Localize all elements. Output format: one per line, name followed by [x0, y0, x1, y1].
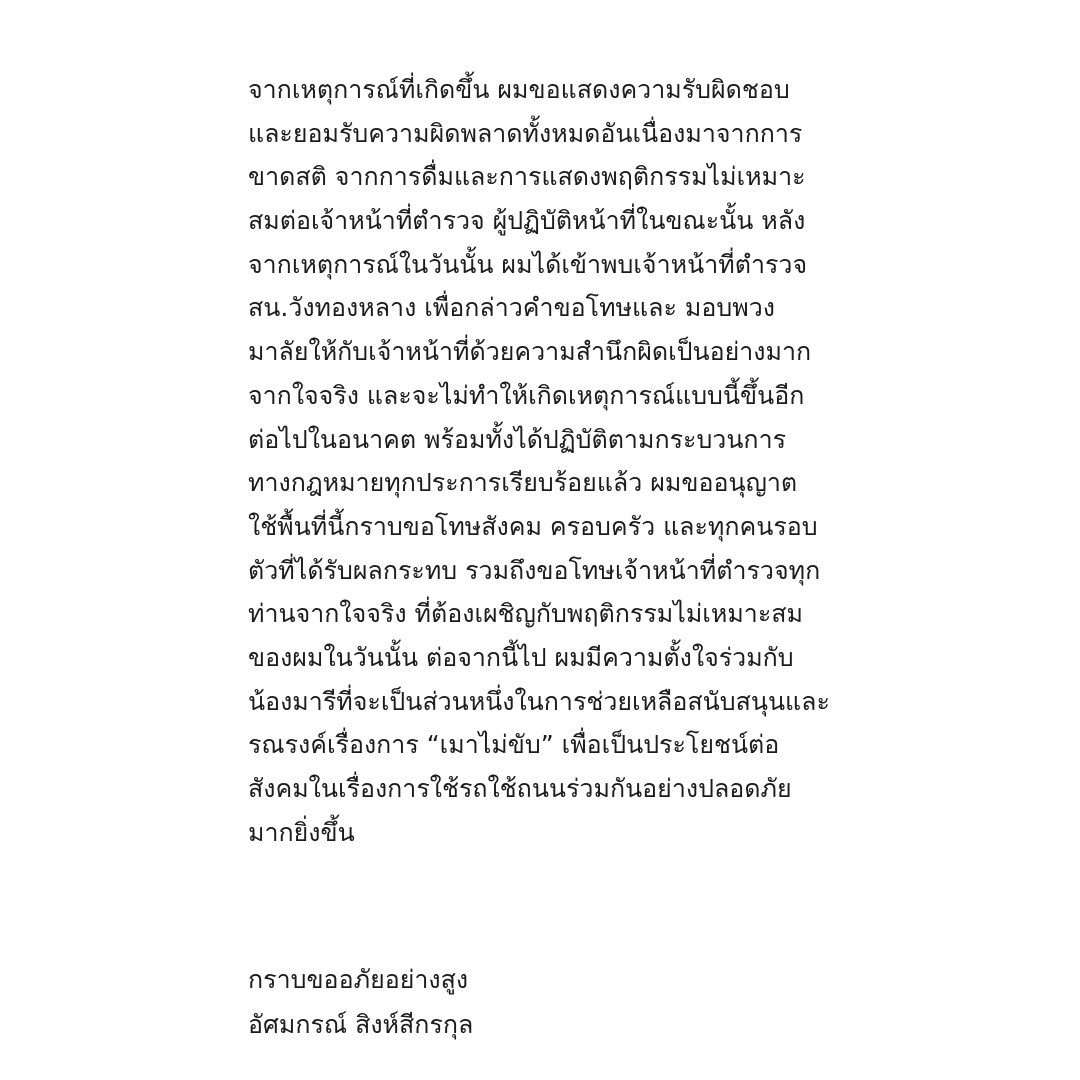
- statement-line: ตัวที่ได้รับผลกระทบ รวมถึงขอโทษเจ้าหน้าที่ตำรวจทุก: [248, 555, 821, 585]
- statement-line: ของผมในวันนั้น ต่อจากนี้ไป ผมมีความตั้งใจร่วมกับ: [248, 642, 794, 672]
- statement-line: จากใจจริง และจะไม่ทำให้เกิดเหตุการณ์แบบนี้ขึ้นอีก: [248, 380, 805, 410]
- statement-line: จากเหตุการณ์ที่เกิดขึ้น ผมขอแสดงความรับผิดชอบ: [248, 75, 790, 104]
- statement-line: ขาดสติ จากการดื่มและการแสดงพฤติกรรมไม่เหมาะ: [248, 162, 806, 192]
- statement-line: มากยิ่งขึ้น: [248, 817, 355, 847]
- statement-line: จากเหตุการณ์ในวันนั้น ผมได้เข้าพบเจ้าหน้าที่ตำรวจ: [248, 249, 808, 279]
- signer-name: อัศมกรณ์ สิงห์สีกรกุล: [248, 1010, 474, 1039]
- statement-body: [248, 68, 868, 854]
- statement-line: ต่อไปในอนาคต พร้อมทั้งได้ปฏิบัติตามกระบวนการ: [248, 424, 787, 454]
- statement-line: ใช้พื้นที่นี้กราบขอโทษสังคม ครอบครัว และทุกคนรอบ: [248, 511, 818, 541]
- statement-line: ท่านจากใจจริง ที่ต้องเผชิญกับพฤติกรรมไม่เหมาะสม: [248, 599, 804, 629]
- statement-line: ทางกฎหมายทุกประการเรียบร้อยแล้ว ผมขออนุญาต: [248, 468, 798, 498]
- statement-line: สน.วังทองหลาง เพื่อกล่าวคำขอโทษและ มอบพวง: [248, 293, 775, 323]
- statement-line: สังคมในเรื่องการใช้รถใช้ถนนร่วมกันอย่างปลอดภัย: [248, 774, 792, 803]
- statement-line: มาลัยให้กับเจ้าหน้าที่ด้วยความสำนึกผิดเป็นอย่างมาก: [248, 337, 812, 367]
- statement-line: สมต่อเจ้าหน้าที่ตำรวจ ผู้ปฏิบัติหน้าที่ในขณะนั้น หลัง: [248, 206, 806, 236]
- signature-block: [248, 957, 868, 1047]
- closing-text: กราบขออภัยอย่างสูง: [248, 965, 469, 994]
- statement-line: น้องมารีที่จะเป็นส่วนหนึ่งในการช่วยเหลือสนับสนุนและ: [248, 686, 830, 716]
- statement-line: และยอมรับความผิดพลาดทั้งหมดอันเนื่องมาจากการ: [248, 118, 803, 148]
- statement-line: รณรงค์เรื่องการ “เมาไม่ขับ” เพื่อเป็นประโยชน์ต่อ: [248, 730, 780, 760]
